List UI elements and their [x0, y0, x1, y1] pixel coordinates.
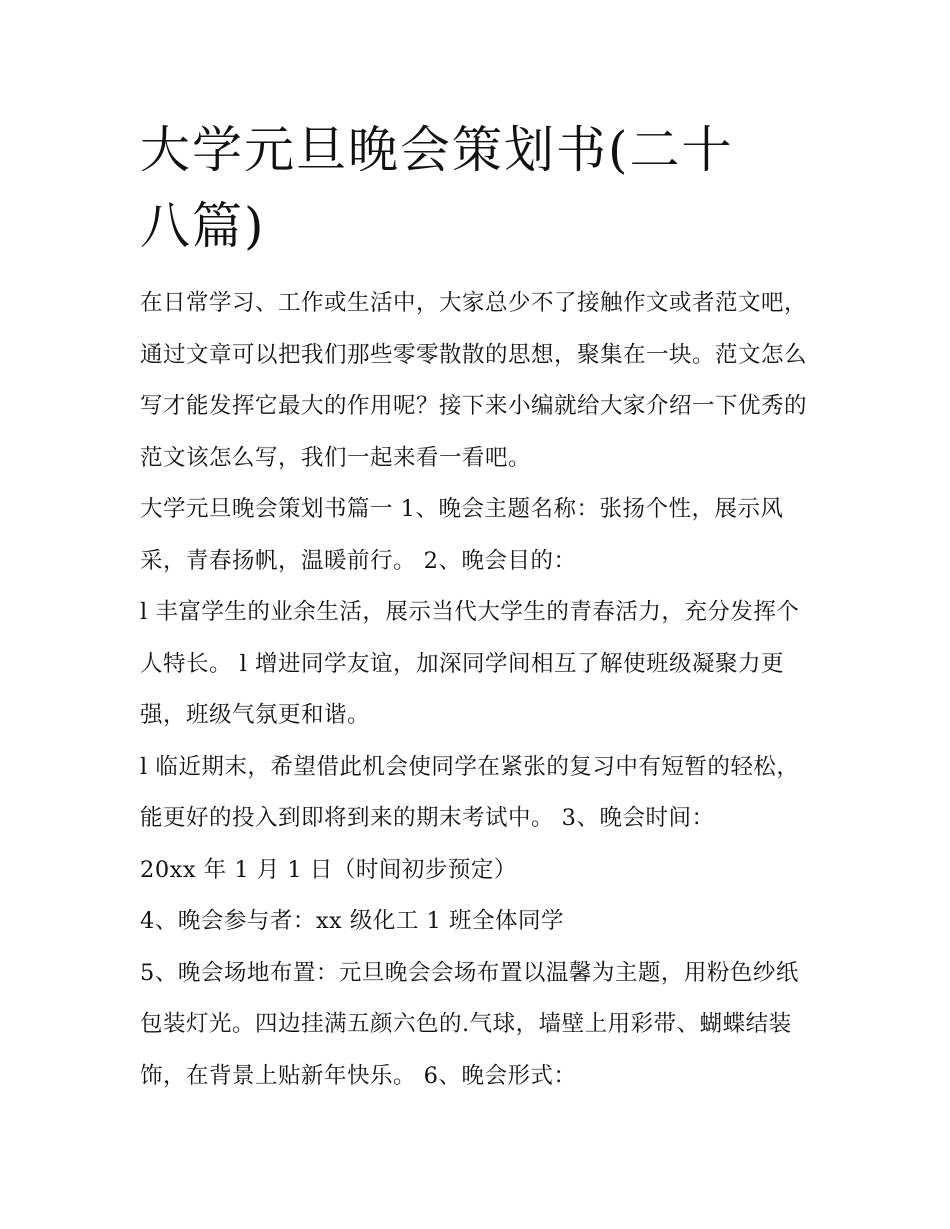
paragraph-venue: 5、晚会场地布置：元旦晚会会场布置以温馨为主题，用粉色纱纸包装灯光。四边挂满五颜六色的.气球，墙壁上用彩带、蝴蝶结装饰，在背景上贴新年快乐。 6、晚会形式： [140, 959, 799, 1089]
paragraph-participants: 4、晚会参与者：xx 级化工 1 班全体同学 [140, 908, 564, 934]
document-page [140, 112, 820, 1102]
paragraph-section-one: 大学元旦晚会策划书篇一 1、晚会主题名称：张扬个性，展示风采，青春扬帆，温暖前行。 2、晚会目的： [140, 496, 784, 574]
paragraph-date: 20xx 年 1 月 1 日（时间初步预定） [140, 856, 517, 883]
paragraph-intro: 在日常学习、工作或生活中，大家总少不了接触作文或者范文吧，通过文章可以把我们那些零零散散的思想，聚集在一块。范文怎么写才能发挥它最大的作用呢？接下来小编就给大家介绍一下优秀的范文该怎么写，我们一起来看一看吧。 [140, 290, 808, 471]
paragraph-purpose-2: l 临近期末，希望借此机会使同学在紧张的复习中有短暂的轻松，能更好的投入到即将到来的期末考试中。 3、晚会时间： [140, 753, 800, 831]
paragraph-purpose-1: l 丰富学生的业余生活，展示当代大学生的青春活力，充分发挥个人特长。 l 增进同学友谊，加深同学间相互了解使班级凝聚力更强，班级气氛更和谐。 [140, 599, 800, 728]
document-title: 大学元旦晚会策划书(二十八篇) [140, 121, 734, 255]
